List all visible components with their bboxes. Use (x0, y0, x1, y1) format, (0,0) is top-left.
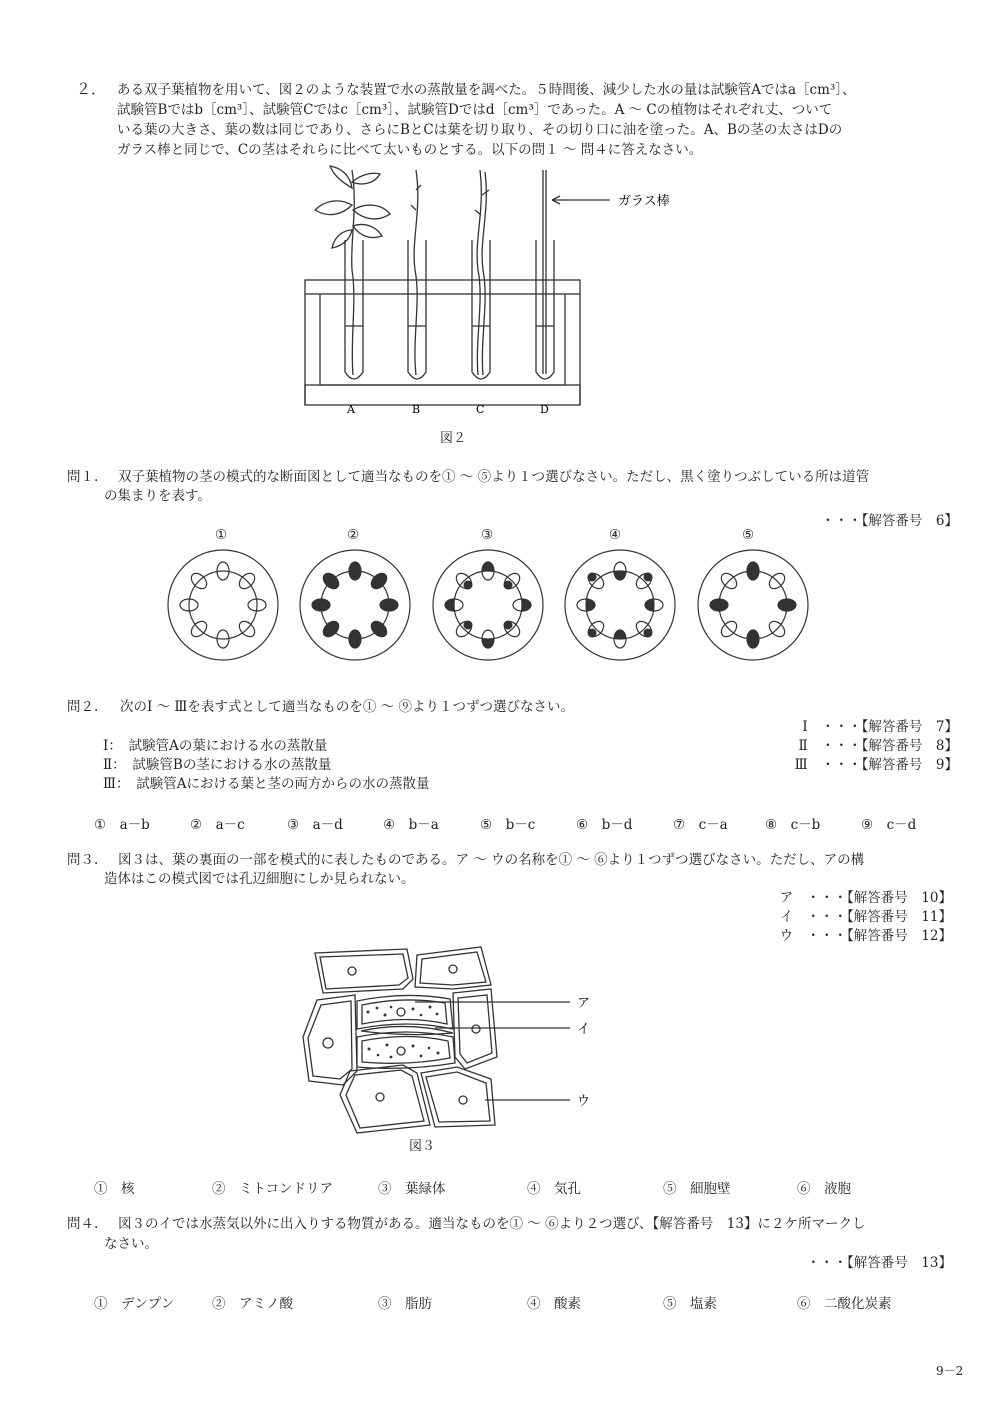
q2-item-1: Ⅰ： 試験管Aの葉における水の蒸散量 (103, 738, 328, 754)
q2-item-3: Ⅲ： 試験管Aにおける葉と茎の両方からの水の蒸散量 (103, 776, 430, 792)
fig3-label-a: ア (577, 996, 591, 1011)
figure-3-leaf-cells (295, 945, 615, 1135)
q4-answer: ・・・【解答番号 13】 (806, 1255, 952, 1271)
q2-answer-2: Ⅱ ・・・【解答番号 8】 (798, 738, 958, 754)
q1-line-1: 双子葉植物の茎の模式的な断面図として適当なものを① ～ ⑤より１つ選びなさい。ただし、黒く塗りつぶしている所は道管 (118, 469, 870, 485)
q4-line-1: 図３のイでは水蒸気以外に出入りする物質がある。適当なものを① ～ ⑥より２つ選び、【解答番号 13】に２ケ所マークし (118, 1216, 866, 1232)
q2-item-2: Ⅱ： 試験管Bの茎における水の蒸散量 (103, 757, 332, 773)
glass-rod-label: ガラス棒 (618, 194, 670, 209)
q1-choice-1: ① (215, 527, 228, 543)
fig3-label-i: イ (577, 1022, 591, 1037)
q2-option-7: ⑦ c－a (673, 817, 728, 833)
q2-option-3: ③ a－d (287, 817, 343, 833)
q2-option-6: ⑥ b－d (576, 817, 633, 833)
tube-label-b: B (412, 403, 421, 416)
q1-choice-2: ② (347, 527, 360, 543)
tube-label-d: D (540, 403, 549, 416)
intro-line-1: ある双子葉植物を用いて、図２のような装置で水の蒸散量を調べた。５時間後、減少した水の量は試験管Aではa［cm³］、 (117, 82, 856, 98)
q1-answer: ・・・【解答番号 6】 (821, 513, 958, 529)
q3-option-2: ② ミトコンドリア (212, 1181, 333, 1197)
cross-section-3 (433, 550, 543, 660)
q3-option-6: ⑥ 液胞 (797, 1181, 851, 1197)
q2-option-5: ⑤ b－c (480, 817, 536, 833)
q2-text: 次のⅠ ～ Ⅲを表す式として適当なものを① ～ ⑨より１つずつ選びなさい。 (120, 699, 575, 715)
page-number: 9－2 (936, 1364, 964, 1378)
q4-option-2: ② アミノ酸 (212, 1296, 293, 1312)
q4-line-2: なさい。 (104, 1236, 158, 1252)
q2-answer-1: Ⅰ ・・・【解答番号 7】 (802, 719, 958, 735)
figure-3-caption: 図３ (409, 1139, 436, 1154)
q4-option-1: ① デンプン (94, 1296, 175, 1312)
q4-label: 問４. (67, 1216, 99, 1232)
q2-answer-3: Ⅲ ・・・【解答番号 9】 (794, 757, 958, 773)
q3-answer-1: ア ・・・【解答番号 10】 (779, 890, 952, 906)
q2-option-8: ⑧ c－b (765, 817, 821, 833)
tube-label-c: C (476, 403, 485, 416)
q4-option-3: ③ 脂肪 (378, 1296, 432, 1312)
q4-option-5: ⑤ 塩素 (663, 1296, 717, 1312)
question-number: ２． (76, 80, 107, 98)
cross-section-4 (565, 550, 675, 660)
q3-answer-3: ウ ・・・【解答番号 12】 (779, 928, 952, 944)
q3-option-4: ④ 気孔 (527, 1181, 581, 1197)
q4-option-4: ④ 酸素 (527, 1296, 581, 1312)
q3-option-5: ⑤ 細胞壁 (663, 1181, 731, 1197)
tube-label-a: A (347, 403, 355, 416)
intro-line-3: いる葉の大きさ、葉の数は同じであり、さらにBとCは葉を切り取り、その切り口に油を塗った。A、Bの茎の太さはDの (117, 122, 843, 138)
q1-line-2: の集まりを表す。 (104, 488, 211, 504)
q3-option-3: ③ 葉緑体 (378, 1181, 446, 1197)
cross-section-2 (300, 550, 410, 660)
q1-choice-4: ④ (609, 527, 622, 543)
q1-choice-3: ③ (481, 527, 494, 543)
cross-section-1 (168, 550, 278, 660)
q3-line-2: 造体はこの模式図では孔辺細胞にしか見られない。 (104, 871, 415, 887)
fig3-label-u: ウ (577, 1094, 591, 1109)
q2-option-2: ② a－c (190, 817, 245, 833)
q2-option-4: ④ b－a (383, 817, 439, 833)
q3-answer-2: イ ・・・【解答番号 11】 (779, 909, 952, 925)
cross-section-5 (698, 550, 808, 660)
intro-line-2: 試験管Bではb［cm³］、試験管Cではc［cm³］、試験管Dではd［cm³］であった。A ～ Cの植物はそれぞれ丈、ついて (117, 102, 833, 118)
q3-label: 問３. (67, 852, 99, 868)
q3-option-1: ① 核 (94, 1181, 135, 1197)
intro-line-4: ガラス棒と同じで、Cの茎はそれらに比べて太いものとする。以下の問１ ～ 問４に答えなさい。 (117, 142, 703, 158)
stem-cross-sections (160, 545, 850, 665)
q2-option-1: ① a－b (94, 817, 150, 833)
q4-option-6: ⑥ 二酸化炭素 (797, 1296, 892, 1312)
figure-2-caption: 図２ (440, 431, 467, 446)
figure-2-apparatus (290, 160, 710, 430)
q2-option-9: ⑨ c－d (861, 817, 917, 833)
q2-label: 問２. (67, 699, 99, 715)
q1-choice-5: ⑤ (742, 527, 755, 543)
q3-line-1: 図３は、葉の裏面の一部を模式的に表したものである。ア ～ ウの名称を① ～ ⑥より１つずつ選びなさい。ただし、アの構 (118, 852, 865, 868)
q1-label: 問１. (67, 469, 99, 485)
